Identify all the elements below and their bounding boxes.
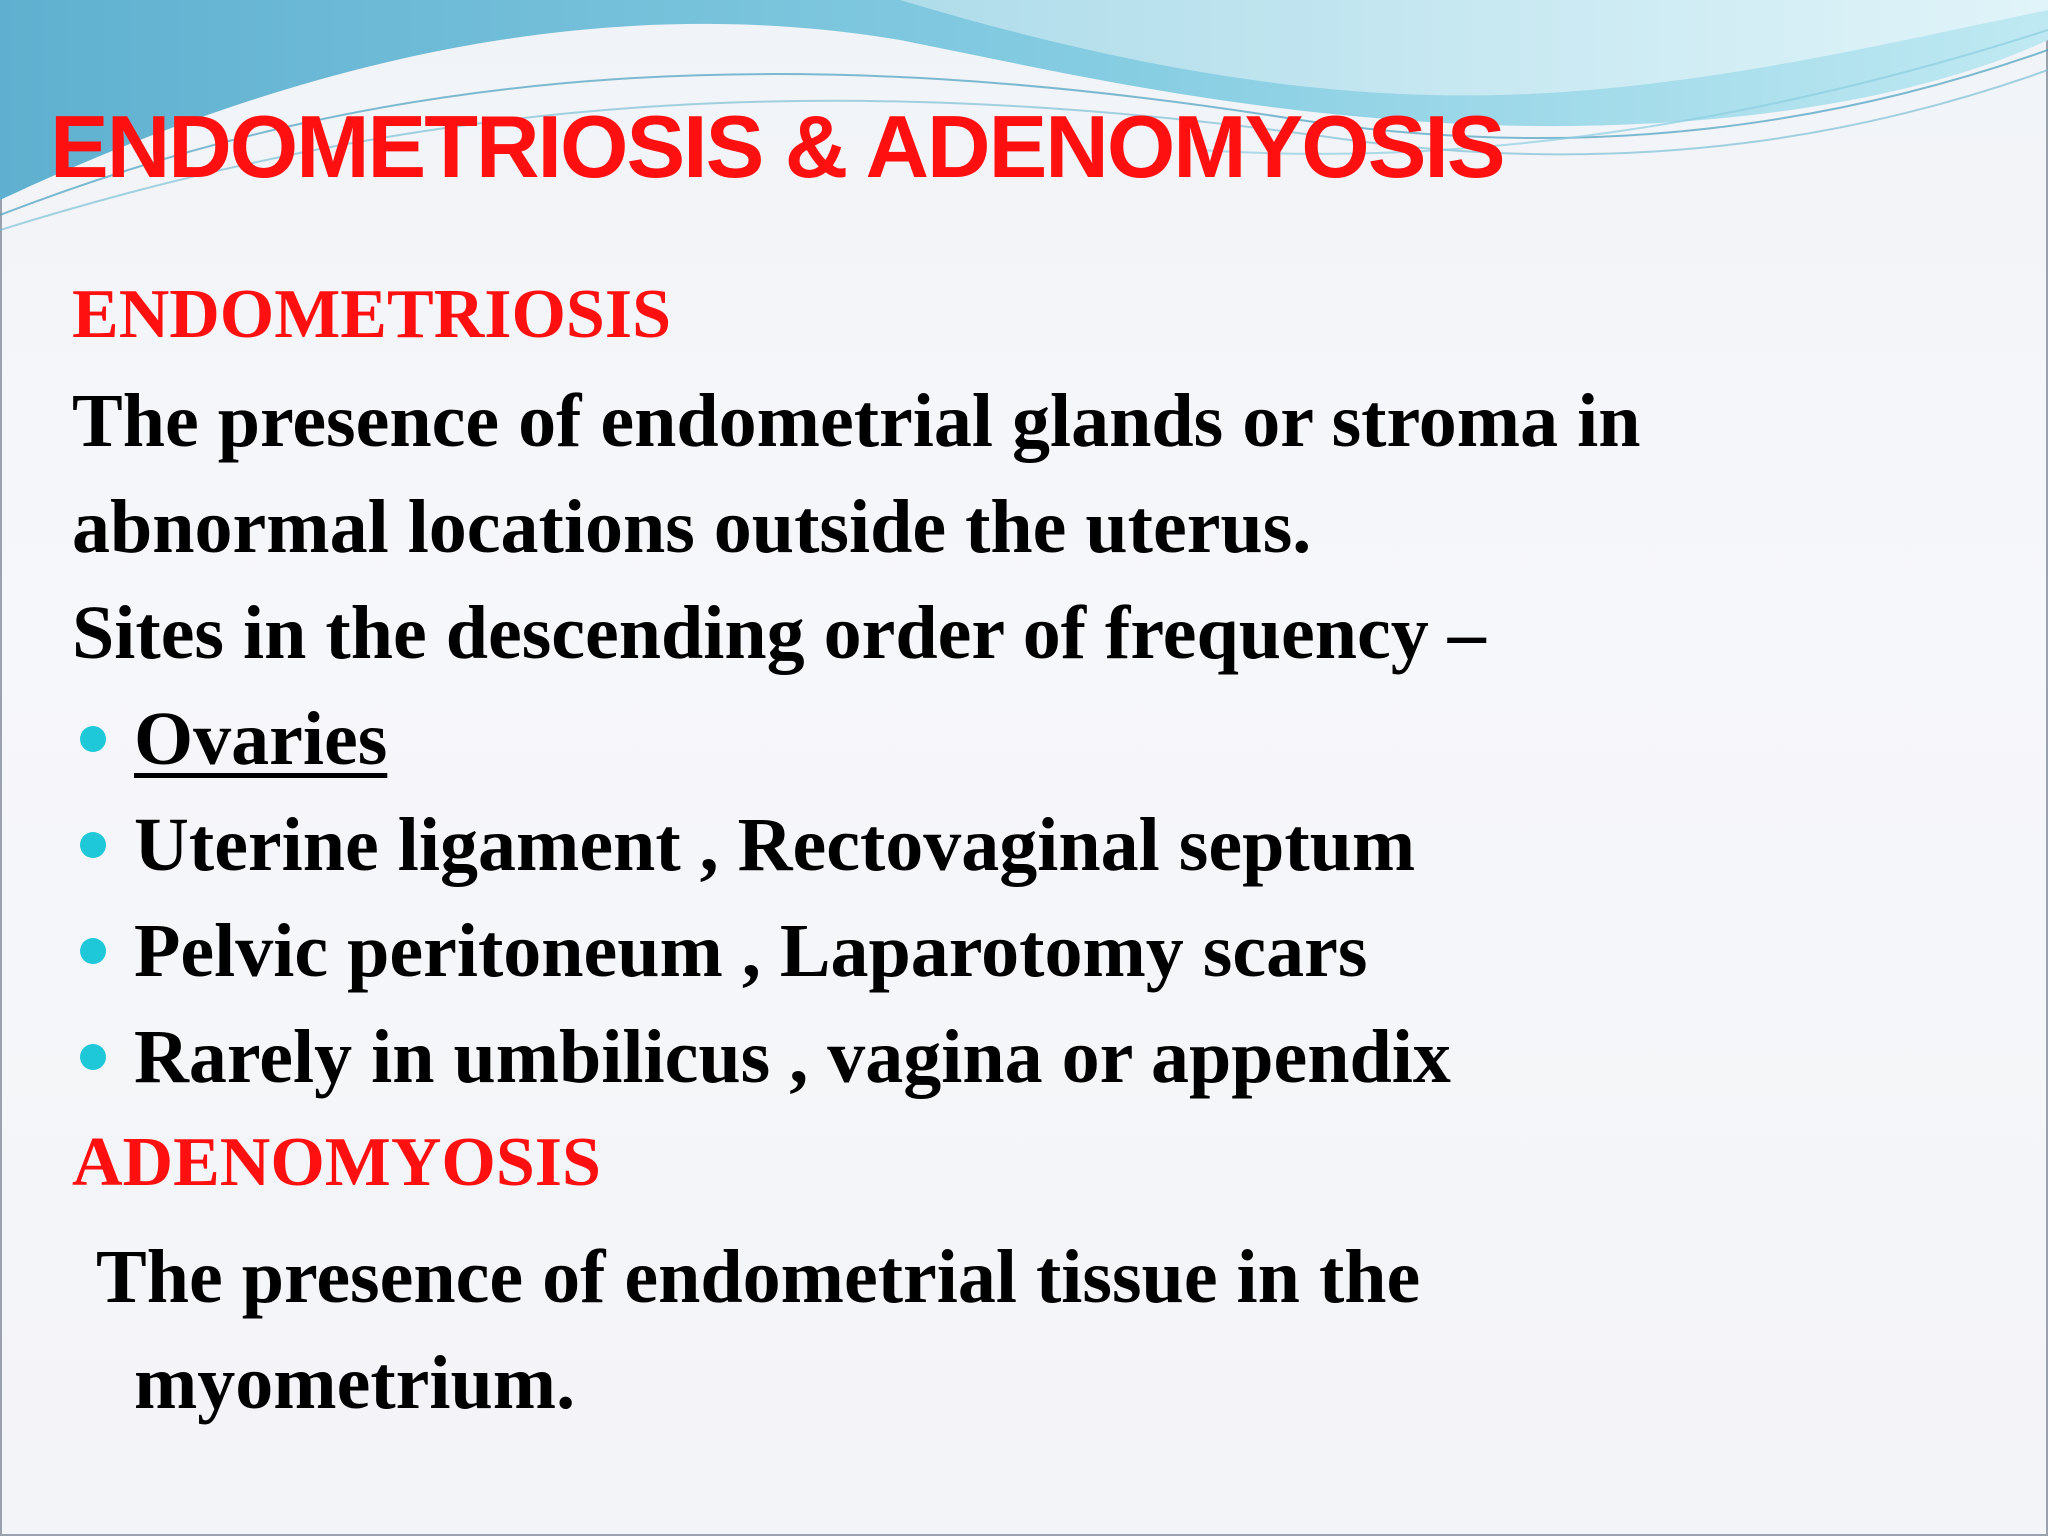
adenomyosis-heading: ADENOMYOSIS (72, 1124, 601, 1201)
bullet-icon (80, 938, 106, 964)
bullet-icon (80, 726, 106, 752)
list-item-text: Uterine ligament , Rectovaginal septum (134, 803, 1416, 887)
slide-title: ENDOMETRIOSIS & ADENOMYOSIS (50, 97, 1504, 196)
bullet-icon (80, 832, 106, 858)
list-item (72, 898, 1972, 1004)
list-item (72, 792, 1972, 898)
sites-list (72, 686, 1972, 1110)
sites-intro: Sites in the descending order of frequency – (72, 591, 1486, 675)
list-item (72, 1004, 1972, 1110)
list-item-text: Rarely in umbilicus , vagina or appendix (134, 1015, 1451, 1099)
endometriosis-definition-line1: The presence of endometrial glands or stroma in (72, 379, 1641, 463)
slide-content (72, 262, 1972, 1436)
bullet-icon (80, 1044, 106, 1070)
list-item-text: Pelvic peritoneum , Laparotomy scars (134, 909, 1368, 993)
adenomyosis-definition (72, 1224, 1972, 1436)
endometriosis-definition-line2: abnormal locations outside the uterus. (72, 485, 1312, 569)
adenomyosis-definition-line1: The presence of endometrial tissue in the (96, 1235, 1421, 1319)
list-item (72, 686, 1972, 792)
adenomyosis-definition-line2: myometrium. (134, 1341, 576, 1425)
endometriosis-heading: ENDOMETRIOSIS (72, 276, 672, 353)
list-item-text: Ovaries (134, 697, 388, 781)
